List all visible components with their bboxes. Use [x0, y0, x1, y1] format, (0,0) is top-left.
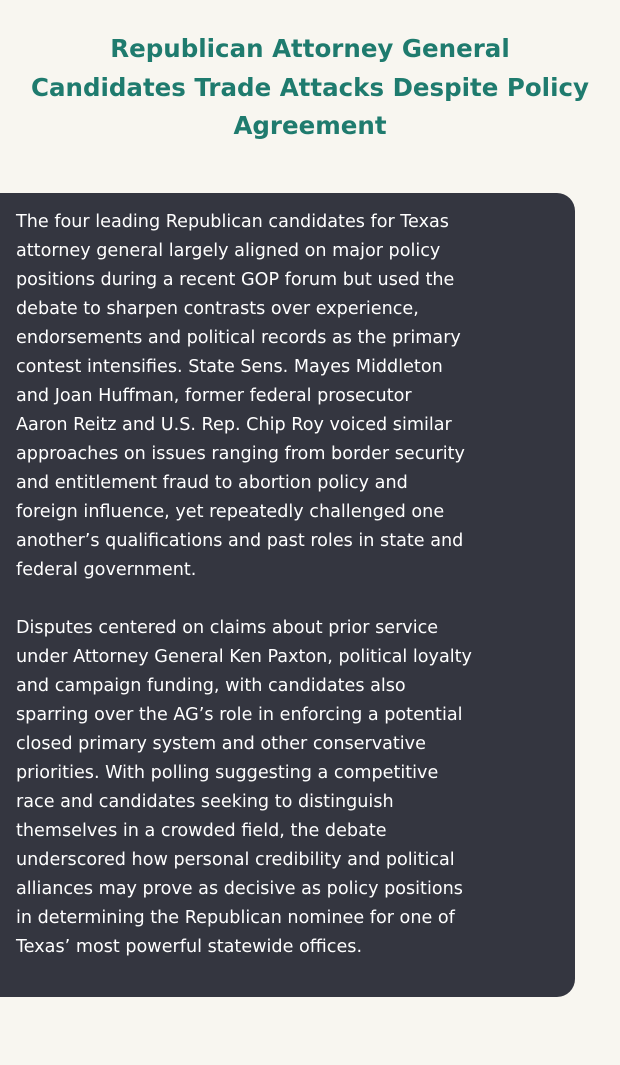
summary-paragraph-1: The four leading Republican candidates for Texas attorney general largely aligned on major policy positions during a recent GOP forum but used the debate to sharpen contrasts over experience, endorsements and political records as the primary contest intensifies. State Sens. Mayes Middleton and Joan Huffman, former federal prosecutor Aaron Reitz and U.S. Rep. Chip Roy voiced similar approaches on issues ranging from border security and entitlement fraud to abortion policy and foreign influence, yet repeatedly challenged one another’s qualifications and past roles in state and federal government. — [16, 212, 465, 580]
summary-card — [0, 193, 575, 997]
article-title: Republican Attorney General Candidates Trade Attacks Despite Policy Agreement — [31, 34, 589, 140]
summary-paragraph-2: Disputes centered on claims about prior service under Attorney General Ken Paxton, political loyalty and campaign funding, with candidates also sparring over the AG’s role in enforcing a potential closed primary system and other conservative priorities. With polling suggesting a competitive race and candidates seeking to distinguish themselves in a crowded field, the debate underscored how personal credibility and political alliances may prove as decisive as policy positions in determining the Republican nominee for one of Texas’ most powerful statewide offices. — [16, 618, 472, 957]
